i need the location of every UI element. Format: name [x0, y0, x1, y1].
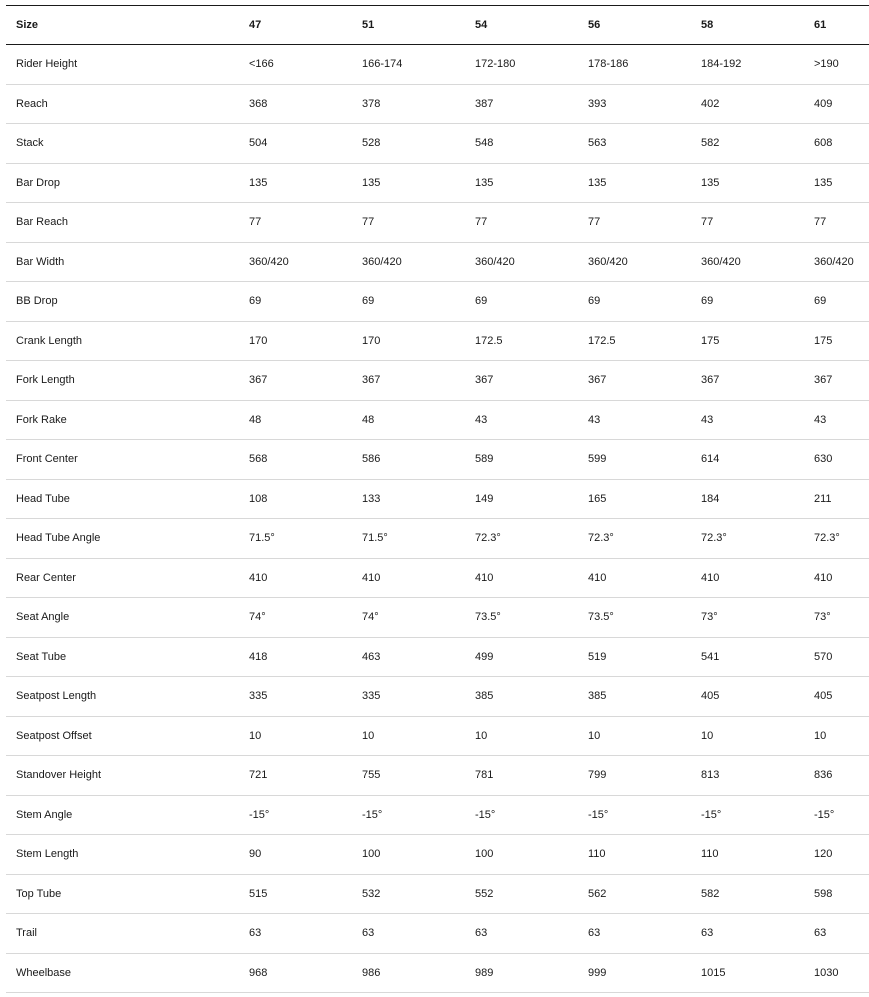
table-cell: 410 — [691, 558, 804, 598]
table-cell: 73° — [691, 598, 804, 638]
table-cell: 387 — [465, 84, 578, 124]
table-cell: 73° — [804, 598, 869, 638]
geometry-table — [6, 5, 869, 993]
table-cell: 402 — [691, 84, 804, 124]
table-cell: 77 — [239, 203, 352, 243]
table-row — [6, 203, 869, 243]
table-cell: 175 — [691, 321, 804, 361]
table-cell: 586 — [352, 440, 465, 480]
row-label: Trail — [6, 914, 239, 954]
table-cell: -15° — [804, 795, 869, 835]
table-cell: 63 — [691, 914, 804, 954]
header-size-58: 58 — [691, 6, 804, 45]
table-cell: 135 — [578, 163, 691, 203]
table-cell: 410 — [352, 558, 465, 598]
table-cell: 393 — [578, 84, 691, 124]
table-cell: 172.5 — [465, 321, 578, 361]
table-row — [6, 519, 869, 559]
row-label: Head Tube — [6, 479, 239, 519]
table-row — [6, 124, 869, 164]
table-cell: 69 — [691, 282, 804, 322]
table-cell: 69 — [239, 282, 352, 322]
table-cell: 149 — [465, 479, 578, 519]
table-cell: 410 — [578, 558, 691, 598]
table-cell: 410 — [804, 558, 869, 598]
table-cell: 178-186 — [578, 45, 691, 85]
table-cell: 63 — [804, 914, 869, 954]
row-label: Bar Width — [6, 242, 239, 282]
table-cell: 548 — [465, 124, 578, 164]
table-cell: 368 — [239, 84, 352, 124]
row-label: Standover Height — [6, 756, 239, 796]
table-cell: 335 — [352, 677, 465, 717]
table-cell: 599 — [578, 440, 691, 480]
table-cell: 986 — [352, 953, 465, 993]
table-cell: 570 — [804, 637, 869, 677]
table-row — [6, 716, 869, 756]
table-cell: 135 — [465, 163, 578, 203]
table-cell: 48 — [352, 400, 465, 440]
table-cell: <166 — [239, 45, 352, 85]
table-cell: 90 — [239, 835, 352, 875]
table-cell: 77 — [691, 203, 804, 243]
table-cell: 74° — [239, 598, 352, 638]
table-cell: 77 — [804, 203, 869, 243]
header-size-54: 54 — [465, 6, 578, 45]
row-label: Stem Length — [6, 835, 239, 875]
table-cell: 69 — [465, 282, 578, 322]
table-row — [6, 874, 869, 914]
table-cell: 360/420 — [352, 242, 465, 282]
row-label: Stack — [6, 124, 239, 164]
table-row — [6, 953, 869, 993]
table-cell: 1015 — [691, 953, 804, 993]
table-cell: 73.5° — [465, 598, 578, 638]
table-row — [6, 400, 869, 440]
table-cell: 211 — [804, 479, 869, 519]
table-cell: 608 — [804, 124, 869, 164]
table-cell: 463 — [352, 637, 465, 677]
table-cell: 813 — [691, 756, 804, 796]
table-cell: 184-192 — [691, 45, 804, 85]
row-label: Crank Length — [6, 321, 239, 361]
table-cell: 532 — [352, 874, 465, 914]
table-row — [6, 795, 869, 835]
table-cell: 367 — [691, 361, 804, 401]
table-cell: 172-180 — [465, 45, 578, 85]
table-cell: 360/420 — [239, 242, 352, 282]
table-cell: 598 — [804, 874, 869, 914]
row-label: Seatpost Length — [6, 677, 239, 717]
table-cell: 69 — [578, 282, 691, 322]
table-cell: 10 — [578, 716, 691, 756]
table-cell: 989 — [465, 953, 578, 993]
table-row — [6, 242, 869, 282]
table-cell: 77 — [465, 203, 578, 243]
table-row — [6, 598, 869, 638]
table-cell: 385 — [578, 677, 691, 717]
table-cell: 519 — [578, 637, 691, 677]
table-cell: 10 — [804, 716, 869, 756]
table-cell: 110 — [578, 835, 691, 875]
table-cell: -15° — [578, 795, 691, 835]
table-cell: 43 — [465, 400, 578, 440]
table-cell: 63 — [578, 914, 691, 954]
table-cell: 133 — [352, 479, 465, 519]
row-label: Rider Height — [6, 45, 239, 85]
table-row — [6, 163, 869, 203]
table-cell: 10 — [352, 716, 465, 756]
table-cell: 410 — [465, 558, 578, 598]
table-cell: 166-174 — [352, 45, 465, 85]
table-cell: 43 — [578, 400, 691, 440]
table-cell: 367 — [352, 361, 465, 401]
row-label: BB Drop — [6, 282, 239, 322]
table-cell: 409 — [804, 84, 869, 124]
table-cell: 563 — [578, 124, 691, 164]
table-cell: 562 — [578, 874, 691, 914]
table-cell: 100 — [465, 835, 578, 875]
table-cell: 120 — [804, 835, 869, 875]
table-cell: 72.3° — [578, 519, 691, 559]
table-row — [6, 282, 869, 322]
table-cell: 630 — [804, 440, 869, 480]
table-cell: 69 — [352, 282, 465, 322]
table-cell: 1030 — [804, 953, 869, 993]
header-size-51: 51 — [352, 6, 465, 45]
table-cell: 110 — [691, 835, 804, 875]
table-cell: 781 — [465, 756, 578, 796]
table-cell: 69 — [804, 282, 869, 322]
table-cell: 135 — [239, 163, 352, 203]
table-cell: 71.5° — [352, 519, 465, 559]
table-row — [6, 677, 869, 717]
table-cell: -15° — [239, 795, 352, 835]
table-cell: 73.5° — [578, 598, 691, 638]
table-cell: 836 — [804, 756, 869, 796]
table-cell: 74° — [352, 598, 465, 638]
header-size-56: 56 — [578, 6, 691, 45]
table-cell: 135 — [804, 163, 869, 203]
table-cell: 367 — [804, 361, 869, 401]
row-label: Seatpost Offset — [6, 716, 239, 756]
table-cell: 184 — [691, 479, 804, 519]
table-cell: 360/420 — [691, 242, 804, 282]
row-label: Reach — [6, 84, 239, 124]
table-cell: 135 — [352, 163, 465, 203]
table-cell: 552 — [465, 874, 578, 914]
table-cell: 385 — [465, 677, 578, 717]
table-cell: 589 — [465, 440, 578, 480]
row-label: Seat Angle — [6, 598, 239, 638]
table-cell: 528 — [352, 124, 465, 164]
row-label: Bar Reach — [6, 203, 239, 243]
table-cell: 499 — [465, 637, 578, 677]
table-cell: 175 — [804, 321, 869, 361]
table-cell: 165 — [578, 479, 691, 519]
table-cell: 541 — [691, 637, 804, 677]
table-cell: 43 — [804, 400, 869, 440]
table-cell: -15° — [691, 795, 804, 835]
table-row — [6, 756, 869, 796]
row-label: Wheelbase — [6, 953, 239, 993]
table-cell: 71.5° — [239, 519, 352, 559]
table-row — [6, 84, 869, 124]
table-cell: 10 — [691, 716, 804, 756]
table-cell: 405 — [691, 677, 804, 717]
table-cell: 410 — [239, 558, 352, 598]
row-label: Front Center — [6, 440, 239, 480]
table-row — [6, 45, 869, 85]
table-cell: 10 — [239, 716, 352, 756]
table-cell: 405 — [804, 677, 869, 717]
table-cell: 172.5 — [578, 321, 691, 361]
table-cell: 72.3° — [465, 519, 578, 559]
table-cell: 77 — [352, 203, 465, 243]
table-cell: 72.3° — [804, 519, 869, 559]
table-cell: 367 — [465, 361, 578, 401]
table-row — [6, 637, 869, 677]
table-cell: 755 — [352, 756, 465, 796]
table-cell: 378 — [352, 84, 465, 124]
table-body — [6, 45, 869, 993]
table-cell: 63 — [352, 914, 465, 954]
table-row — [6, 835, 869, 875]
row-label: Stem Angle — [6, 795, 239, 835]
table-header-row — [6, 6, 869, 45]
table-cell: 77 — [578, 203, 691, 243]
table-cell: 582 — [691, 874, 804, 914]
table-cell: 799 — [578, 756, 691, 796]
table-cell: 63 — [465, 914, 578, 954]
header-size-47: 47 — [239, 6, 352, 45]
table-cell: 568 — [239, 440, 352, 480]
row-label: Fork Length — [6, 361, 239, 401]
table-cell: 721 — [239, 756, 352, 796]
table-cell: 360/420 — [804, 242, 869, 282]
row-label: Seat Tube — [6, 637, 239, 677]
row-label: Fork Rake — [6, 400, 239, 440]
table-cell: 418 — [239, 637, 352, 677]
table-cell: 335 — [239, 677, 352, 717]
row-label: Bar Drop — [6, 163, 239, 203]
table-cell: 10 — [465, 716, 578, 756]
table-cell: 367 — [239, 361, 352, 401]
table-cell: -15° — [465, 795, 578, 835]
table-row — [6, 558, 869, 598]
table-cell: 999 — [578, 953, 691, 993]
table-cell: >190 — [804, 45, 869, 85]
row-label: Rear Center — [6, 558, 239, 598]
table-cell: 614 — [691, 440, 804, 480]
table-cell: 170 — [239, 321, 352, 361]
table-cell: 108 — [239, 479, 352, 519]
table-row — [6, 479, 869, 519]
table-row — [6, 361, 869, 401]
row-label: Top Tube — [6, 874, 239, 914]
table-row — [6, 440, 869, 480]
table-cell: 367 — [578, 361, 691, 401]
table-cell: 48 — [239, 400, 352, 440]
table-cell: 360/420 — [465, 242, 578, 282]
row-label: Head Tube Angle — [6, 519, 239, 559]
table-cell: 515 — [239, 874, 352, 914]
table-cell: 100 — [352, 835, 465, 875]
table-cell: 582 — [691, 124, 804, 164]
table-cell: 170 — [352, 321, 465, 361]
table-cell: 135 — [691, 163, 804, 203]
table-cell: 968 — [239, 953, 352, 993]
table-cell: 360/420 — [578, 242, 691, 282]
table-row — [6, 321, 869, 361]
table-cell: 504 — [239, 124, 352, 164]
table-row — [6, 914, 869, 954]
header-size-label: Size — [6, 6, 239, 45]
table-cell: 63 — [239, 914, 352, 954]
table-cell: 72.3° — [691, 519, 804, 559]
table-cell: 43 — [691, 400, 804, 440]
header-size-61: 61 — [804, 6, 869, 45]
table-cell: -15° — [352, 795, 465, 835]
